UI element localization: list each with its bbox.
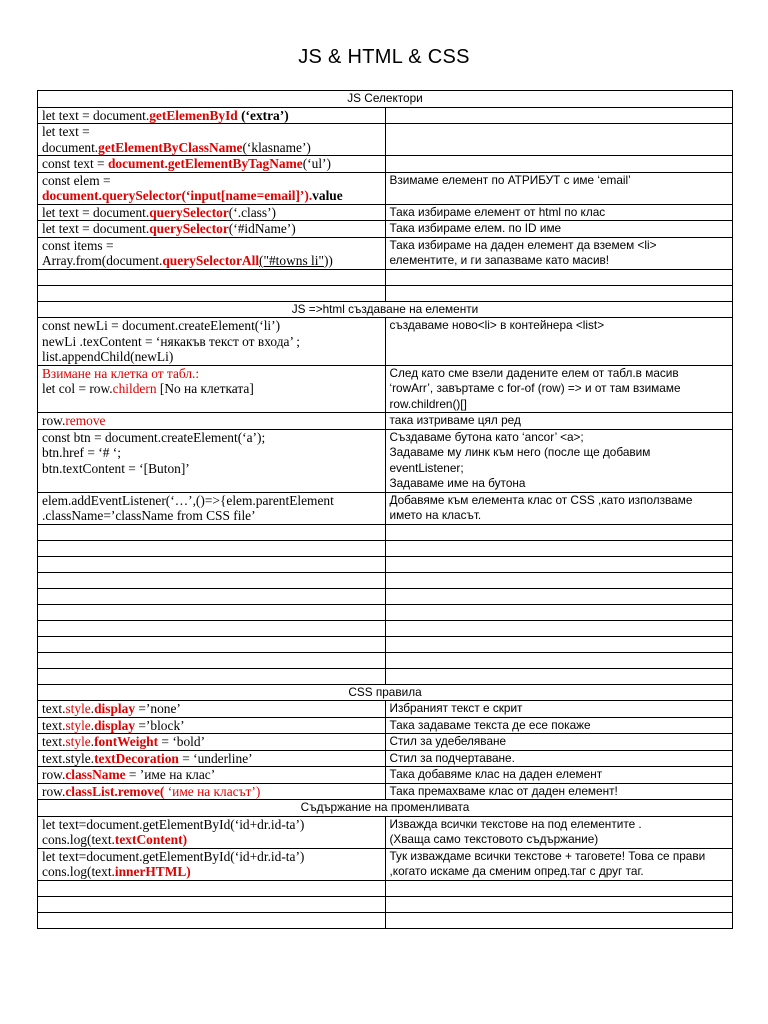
table-row [38, 701, 733, 718]
empty-row [38, 652, 733, 668]
empty-row [38, 540, 733, 556]
section-header-row [38, 684, 733, 701]
code-cell: let text = document.getElemenById (‘extra’) [38, 107, 386, 124]
code-cell: text.style.textDecoration = ‘underline’ [38, 750, 386, 767]
code-cell: const newLi = document.createElement(‘li’) newLi .texContent = ‘някакъв текст от входа’ ; list.appendChild(newLi) [38, 318, 386, 366]
section-header-row [38, 301, 733, 318]
empty-row [38, 285, 733, 301]
table-row [38, 318, 733, 366]
empty-row [38, 620, 733, 636]
description-cell: Така добавяме клас на даден елемент [385, 767, 733, 784]
section-header-row [38, 91, 733, 108]
table-row [38, 734, 733, 751]
empty-row [38, 912, 733, 928]
description-cell: Избраният текст е скрит [385, 701, 733, 718]
empty-row [38, 604, 733, 620]
section-header-create: JS =>html създаване на елементи [38, 301, 733, 318]
table-row [38, 365, 733, 413]
description-cell: След като сме взели дадените елем от табл.в масив ‘rowArr’, завъртаме с for-of (row) => и от там взимаме row.children()[] [385, 365, 733, 413]
description-cell: Така задаваме текста де есе покаже [385, 717, 733, 734]
table-row [38, 204, 733, 221]
description-cell: Стил за удебеляване [385, 734, 733, 751]
description-cell: Стил за подчертаване. [385, 750, 733, 767]
empty-row [38, 636, 733, 652]
page-title: JS & HTML & CSS [298, 46, 470, 68]
table-row [38, 717, 733, 734]
table-row [38, 767, 733, 784]
code-cell: let text = document.getElementByClassName(‘klasname’) [38, 124, 386, 156]
table-row [38, 816, 733, 848]
code-cell: row.remove [38, 413, 386, 430]
empty-row [38, 880, 733, 896]
table-row [38, 783, 733, 800]
code-cell: const elem = document.querySelector(‘input[name=email]’).value [38, 172, 386, 204]
table-row [38, 492, 733, 524]
code-cell: let text = document.querySelector(‘#idName’) [38, 221, 386, 238]
description-cell: така изтриваме цял ред [385, 413, 733, 430]
table-row [38, 413, 733, 430]
section-header-content: Съдържание на променливата [38, 800, 733, 817]
section-header-selectors: JS Селектори [38, 91, 733, 108]
section-header-css: CSS правила [38, 684, 733, 701]
empty-row [38, 896, 733, 912]
code-cell: text.style.display =’none’ [38, 701, 386, 718]
empty-row [38, 269, 733, 285]
empty-row [38, 668, 733, 684]
description-cell: Изважда всички текстове на под елементите . (Хваща само текстовото съдържание) [385, 816, 733, 848]
code-cell: row.classList.remove( ‘име на класът’) [38, 783, 386, 800]
description-cell: Тук изваждаме всички текстове + таговете! Това се прави ,когато искаме да сменим опред.таг с друг таг. [385, 848, 733, 880]
table-row [38, 221, 733, 238]
code-cell: const text = document.getElementByTagName(‘ul’) [38, 156, 386, 173]
description-cell: Взимаме елемент по АТРИБУТ с име ‘email’ [385, 172, 733, 204]
description-cell: създаваме ново<li> в контейнера <list> [385, 318, 733, 366]
description-cell: Така избираме елем. по ID име [385, 221, 733, 238]
table-row [38, 848, 733, 880]
code-cell: text.style.fontWeight = ‘bold’ [38, 734, 386, 751]
table-row [38, 750, 733, 767]
table-row [38, 156, 733, 173]
description-cell [385, 124, 733, 156]
code-cell: const btn = document.createElement(‘a’); btn.href = ‘# ‘; btn.textContent = ‘[Buton]’ [38, 429, 386, 492]
code-cell: Взимане на клетка от табл.: let col = row.childern [No на клетката] [38, 365, 386, 413]
description-cell: Така избираме на даден елемент да вземем <li> елементите, и ги запазваме като масив! [385, 237, 733, 269]
code-cell: let text=document.getElementById(‘id+dr.id-ta’) cons.log(text.innerHTML) [38, 848, 386, 880]
description-cell [385, 156, 733, 173]
code-cell: elem.addEventListener(‘…’,()=>{elem.parentElement .className=’className from CSS file’ [38, 492, 386, 524]
code-cell: const items = Array.from(document.querySelectorAll("#towns li")) [38, 237, 386, 269]
description-cell: Така премахваме клас от даден елемент! [385, 783, 733, 800]
table-row [38, 237, 733, 269]
empty-row [38, 572, 733, 588]
table-row [38, 107, 733, 124]
code-cell: let text=document.getElementById(‘id+dr.id-ta’) cons.log(text.textContent) [38, 816, 386, 848]
notes-table [37, 90, 733, 929]
code-cell: let text = document.querySelector(‘.class’) [38, 204, 386, 221]
table-row [38, 124, 733, 156]
empty-row [38, 556, 733, 572]
code-cell: text.style.display =’block’ [38, 717, 386, 734]
table-row [38, 429, 733, 492]
code-cell: row.className = ’име на клас’ [38, 767, 386, 784]
empty-row [38, 588, 733, 604]
table-row [38, 172, 733, 204]
empty-row [38, 524, 733, 540]
section-header-row [38, 800, 733, 817]
description-cell: Създаваме бутона като ‘ancor’ <a>; Задаваме му линк към него (после ще добавим eventListener; Задаваме име на бутона [385, 429, 733, 492]
description-cell: Така избираме елемент от html по клас [385, 204, 733, 221]
description-cell [385, 107, 733, 124]
description-cell: Добавяме към елемента клас от CSS ,като използваме името на класът. [385, 492, 733, 524]
